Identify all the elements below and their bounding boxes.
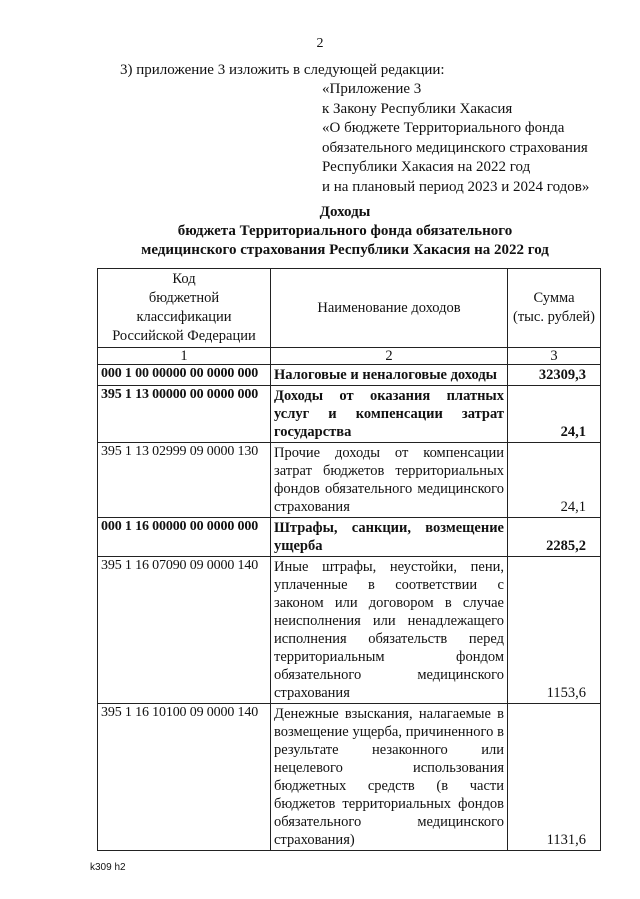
table-row: [98, 557, 601, 704]
annex-line: и на плановый период 2023 и 2024 годов»: [322, 178, 590, 195]
table-row: [98, 365, 601, 386]
row-code: 395 1 16 07090 09 0000 140: [98, 557, 271, 704]
column-number: 3: [508, 348, 601, 365]
table-row: [98, 443, 601, 518]
header-code-line: бюджетной: [148, 290, 220, 306]
intro-text: 3) приложение 3 изложить в следующей редакции:: [120, 62, 445, 78]
annex-line: «О бюджете Территориального фонда: [322, 120, 565, 136]
header-amount-line: Сумма: [533, 290, 575, 306]
annex-line: обязательного медицинского страхования: [322, 139, 588, 156]
row-amount: 2285,2: [508, 518, 601, 557]
header-code-line: Российской Федерации: [112, 328, 256, 344]
column-number: 2: [271, 348, 508, 365]
heading-line: медицинского страхования Республики Хакасия на 2022 год: [141, 242, 549, 258]
header-code-line: классификации: [136, 309, 232, 325]
row-code: 395 1 13 00000 00 0000 000: [98, 386, 271, 443]
row-name: Прочие доходы от компенсации затрат бюджетов территориальных фондов обязательного медицинского страхования: [271, 443, 508, 518]
revenue-table: [97, 268, 601, 851]
header-amount-line: (тыс. рублей): [513, 309, 595, 325]
annex-line: Республики Хакасия на 2022 год: [322, 159, 531, 175]
page-number: 2: [316, 36, 324, 51]
annex-reference: [322, 80, 589, 197]
row-amount: 32309,3: [508, 365, 601, 386]
annex-line: к Закону Республики Хакасия: [322, 100, 513, 117]
header-code: [98, 269, 271, 348]
heading-line: бюджета Территориального фонда обязательного: [177, 223, 513, 239]
column-number-row: [98, 348, 601, 365]
row-name: Доходы от оказания платных услуг и компенсации затрат государства: [271, 386, 508, 443]
table-row: [98, 386, 601, 443]
row-name: Налоговые и неналоговые доходы: [271, 365, 508, 386]
row-code: 000 1 00 00000 00 0000 000: [98, 365, 271, 386]
row-name: Денежные взыскания, налагаемые в возмещение ущерба, причиненного в результате незаконного или нецелевого использования бюджетных средств (в части бюджетов территориальных фондов обязательного медицинского страхования): [271, 704, 508, 851]
table-header-row: [98, 269, 601, 348]
column-number: 1: [98, 348, 271, 365]
heading-line: Доходы: [319, 204, 371, 220]
row-code: 395 1 16 10100 09 0000 140: [98, 704, 271, 851]
row-amount: 24,1: [508, 386, 601, 443]
row-amount: 24,1: [508, 443, 601, 518]
header-amount: [508, 269, 601, 348]
table-row: [98, 518, 601, 557]
table-row: [98, 704, 601, 851]
row-amount: 1131,6: [508, 704, 601, 851]
document-heading: [0, 203, 640, 260]
header-code-line: Код: [172, 271, 196, 287]
row-code: 395 1 13 02999 09 0000 130: [98, 443, 271, 518]
header-name: Наименование доходов: [271, 269, 508, 348]
row-code: 000 1 16 00000 00 0000 000: [98, 518, 271, 557]
row-name: Иные штрафы, неустойки, пени, уплаченные в соответствии с законом или договором в случае неисполнения или ненадлежащего исполнения обязательств перед территориальным фондом обязательного медицинского страхования: [271, 557, 508, 704]
annex-line: «Приложение 3: [322, 81, 422, 97]
row-name: Штрафы, санкции, возмещение ущерба: [271, 518, 508, 557]
row-amount: 1153,6: [508, 557, 601, 704]
footer-code: k309 h2: [90, 862, 126, 873]
